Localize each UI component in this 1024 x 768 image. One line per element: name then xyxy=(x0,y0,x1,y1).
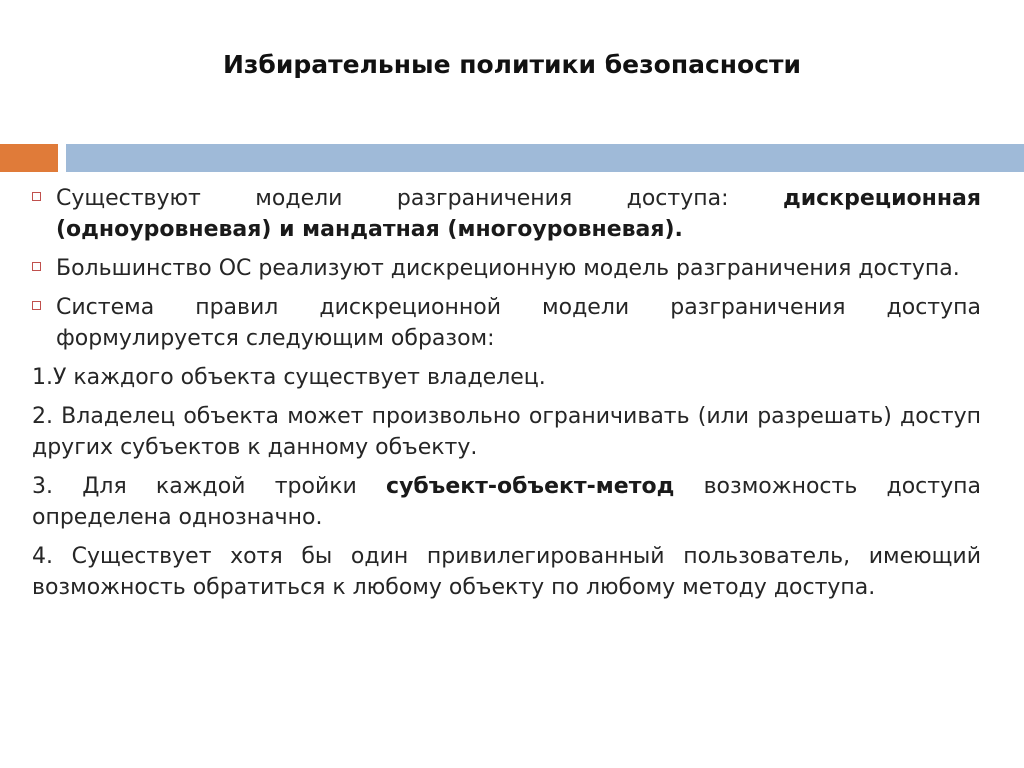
bullet-item xyxy=(32,183,981,245)
square-bullet-icon xyxy=(32,192,41,201)
rule-text-bold: субъект-объект-метод xyxy=(386,474,675,499)
accent-bar xyxy=(0,144,1024,172)
slide-content xyxy=(32,183,981,611)
bullet-text: Существуют модели разграничения доступа: xyxy=(56,186,783,211)
bullet-item xyxy=(32,253,981,284)
rule-text: возможность доступа определена однозначно. xyxy=(32,474,981,530)
rule-item xyxy=(32,362,981,393)
rule-item xyxy=(32,401,981,463)
bullet-text: Большинство ОС реализуют дискреционную модель разграничения доступа. xyxy=(56,256,960,281)
accent-bar-blue xyxy=(66,144,1024,172)
bullet-text-bold: дискреционная (одноуровневая) и мандатная (многоуровневая). xyxy=(56,186,981,242)
accent-bar-orange xyxy=(0,144,58,172)
rule-text: 3. Для каждой тройки xyxy=(32,474,387,499)
rule-item xyxy=(32,541,981,603)
bullet-text: Система правил дискреционной модели разграничения доступа формулируется следующим образом: xyxy=(56,295,981,351)
rule-item xyxy=(32,471,981,533)
bullet-item xyxy=(32,292,981,354)
slide-title: Избирательные политики безопасности xyxy=(222,50,802,79)
square-bullet-icon xyxy=(32,262,41,271)
square-bullet-icon xyxy=(32,301,41,310)
rule-text: 2. Владелец объекта может произвольно ограничивать (или разрешать) доступ других субъектов к данному объекту. xyxy=(32,404,981,460)
rule-text: 1.У каждого объекта существует владелец. xyxy=(32,365,546,390)
rule-text: 4. Существует хотя бы один привилегированный пользователь, имеющий возможность обратиться к любому объекту по любому методу доступа. xyxy=(32,544,981,600)
